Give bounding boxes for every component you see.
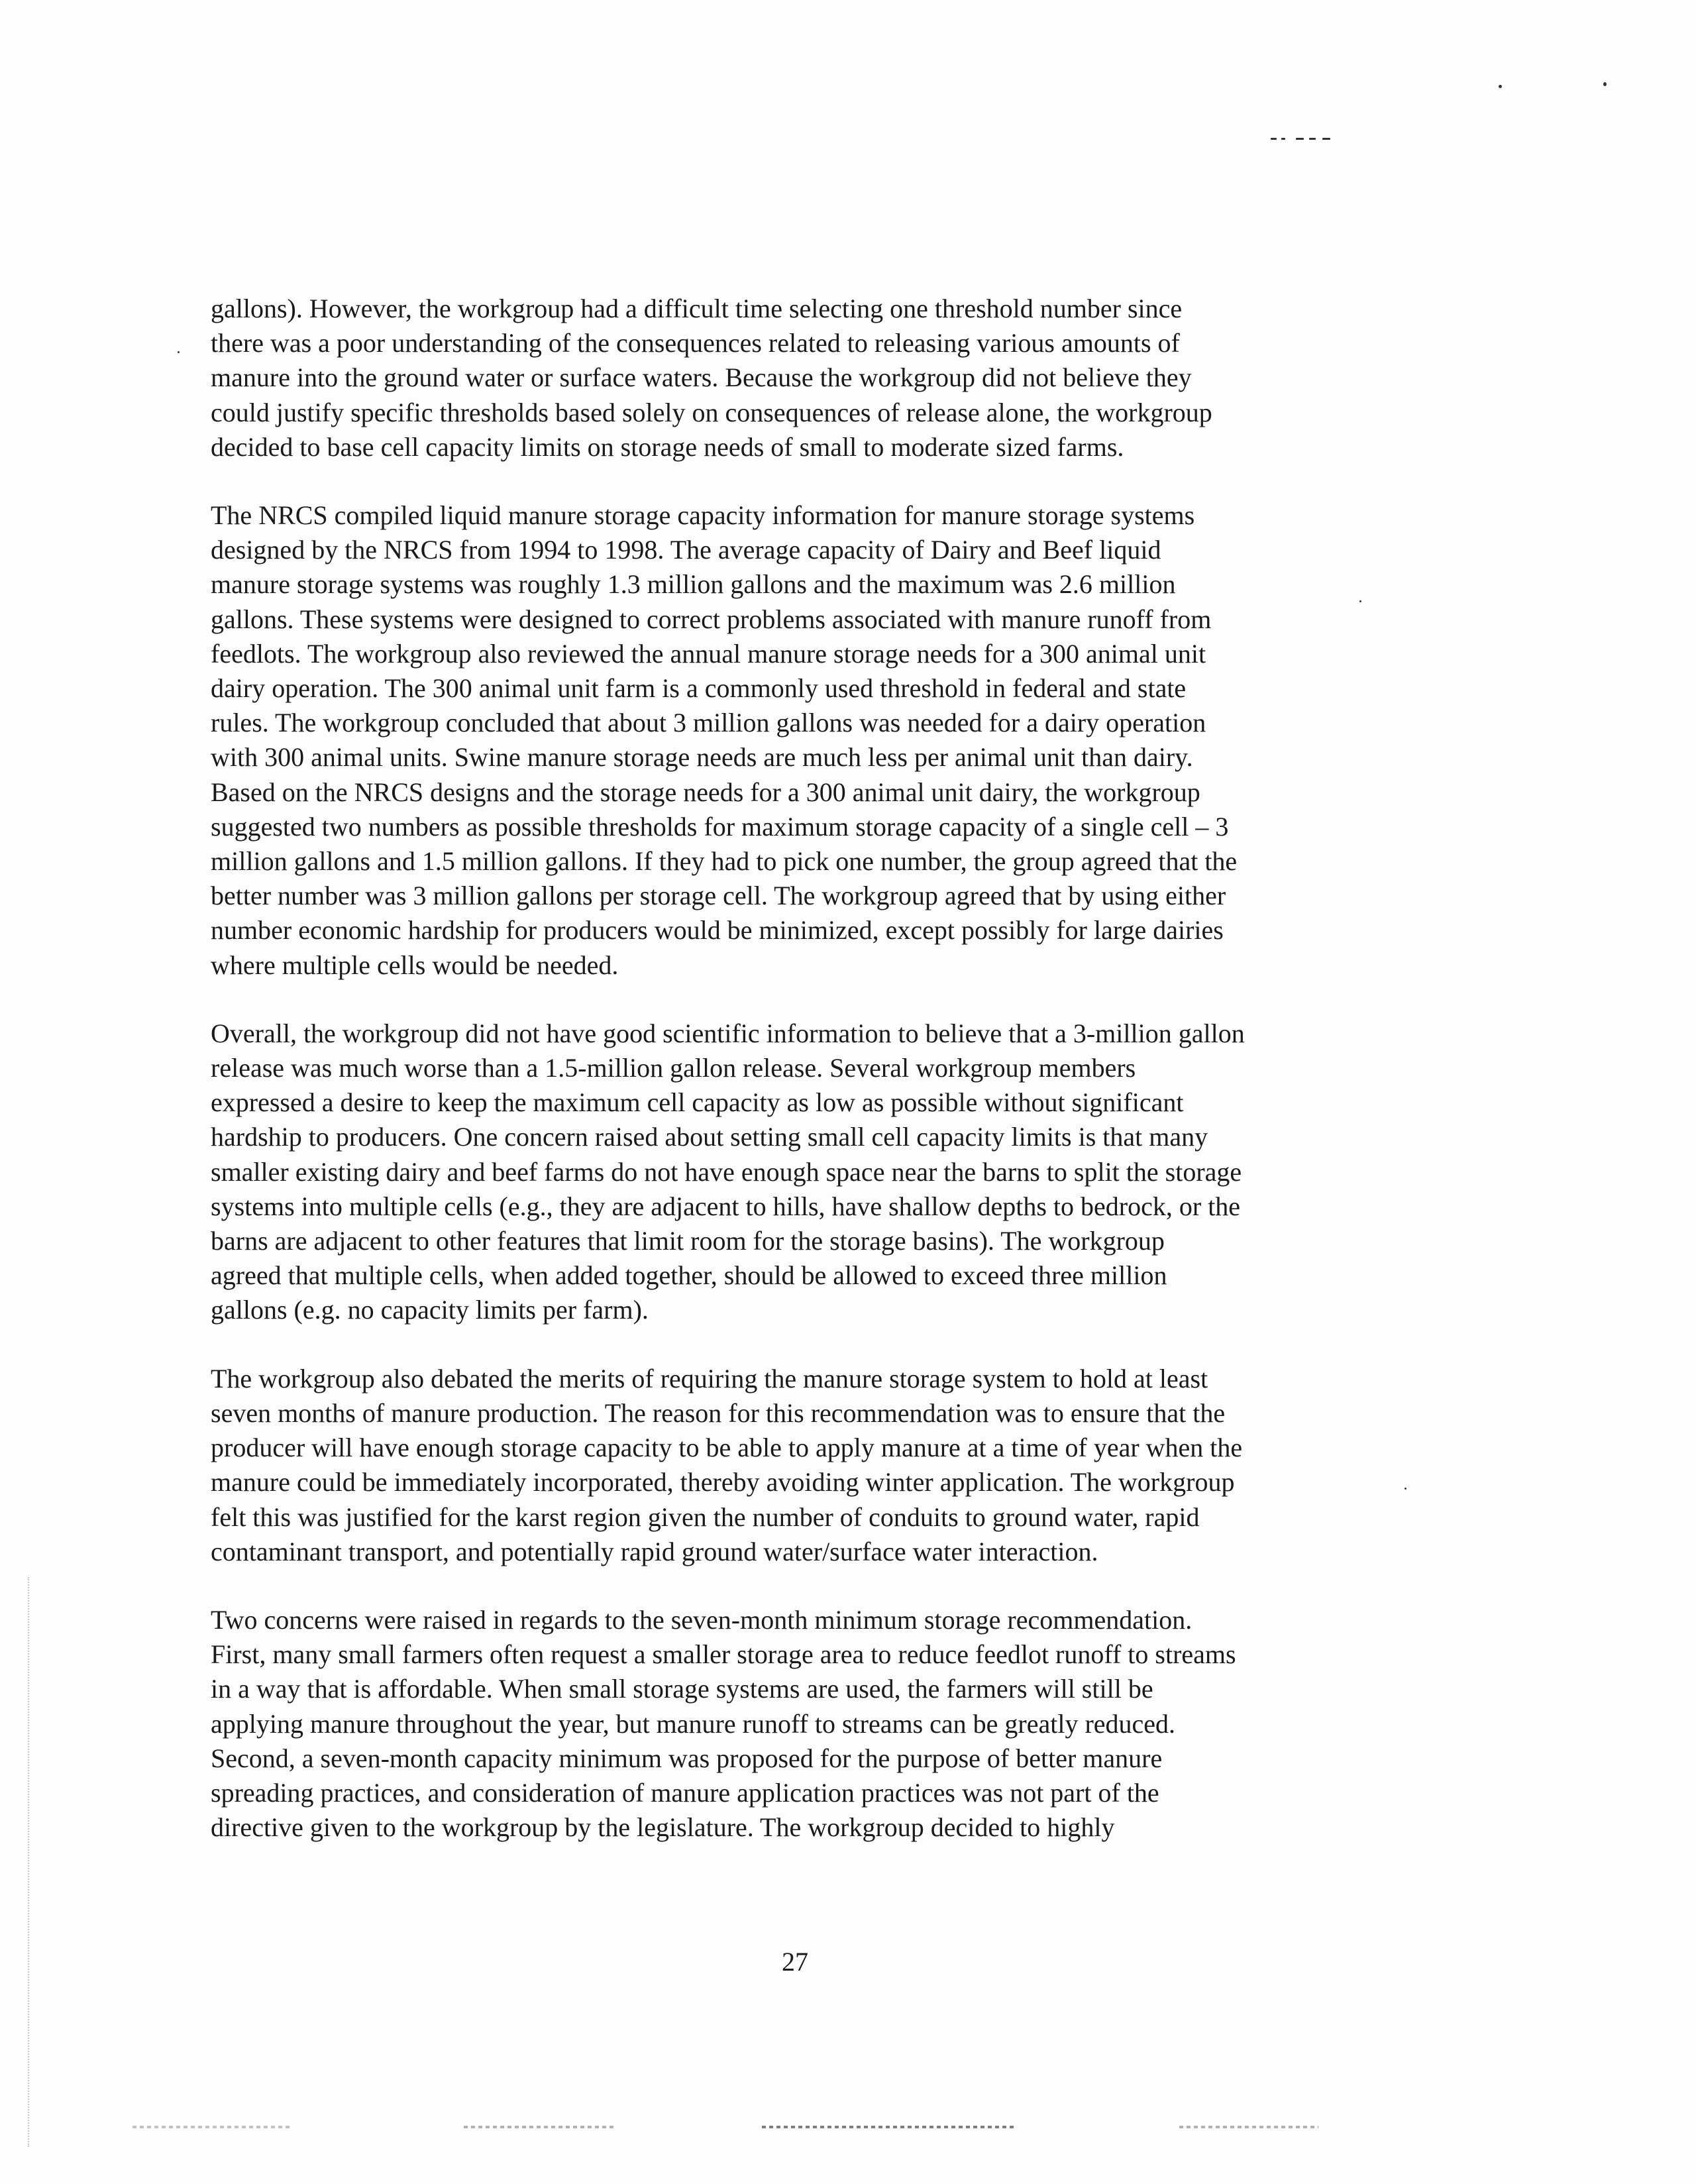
text-line: in a way that is affordable. When small storage systems are used, the farmers will still be — [211, 1674, 1153, 1704]
text-line: producer will have enough storage capacity to be able to apply manure at a time of year when the — [211, 1433, 1243, 1463]
text-line: rules. The workgroup concluded that about 3 million gallons was needed for a dairy operation — [211, 708, 1206, 738]
paragraph — [211, 292, 1377, 464]
scan-edge — [762, 2126, 1014, 2128]
scan-speck — [1603, 82, 1607, 86]
text-line: million gallons and 1.5 million gallons. If they had to pick one number, the group agreed that the — [211, 846, 1238, 877]
text-line: manure storage systems was roughly 1.3 million gallons and the maximum was 2.6 million — [211, 569, 1176, 600]
scan-edge — [464, 2126, 616, 2128]
text-line: where multiple cells would be needed. — [211, 950, 619, 980]
text-line: feedlots. The workgroup also reviewed the annual manure storage needs for a 300 animal unit — [211, 638, 1206, 669]
text-line: The NRCS compiled liquid manure storage capacity information for manure storage systems — [211, 500, 1195, 531]
text-line: First, many small farmers often request a smaller storage area to reduce feedlot runoff to streams — [211, 1639, 1236, 1670]
scan-speck — [1309, 138, 1316, 140]
text-line: decided to base cell capacity limits on storage needs of small to moderate sized farms. — [211, 431, 1124, 462]
scan-edge — [28, 1577, 30, 2147]
paragraph — [211, 1016, 1377, 1328]
text-line: expressed a desire to keep the maximum cell capacity as low as possible without significant — [211, 1087, 1184, 1118]
text-line: dairy operation. The 300 animal unit farm is a commonly used threshold in federal and state — [211, 673, 1187, 704]
text-line: barns are adjacent to other features that limit room for the storage basins). The workgroup — [211, 1226, 1165, 1256]
text-line: suggested two numbers as possible thresholds for maximum storage capacity of a single cell – 3 — [211, 811, 1229, 842]
paragraph — [211, 498, 1377, 983]
page-number: 27 — [782, 1947, 808, 1977]
text-line: designed by the NRCS from 1994 to 1998. The average capacity of Dairy and Beef liquid — [211, 535, 1161, 565]
scan-speck — [1296, 138, 1304, 140]
body-text — [211, 292, 1377, 1879]
text-line: agreed that multiple cells, when added together, should be allowed to exceed three million — [211, 1260, 1167, 1291]
scan-speck — [1322, 138, 1330, 140]
text-line: seven months of manure production. The reason for this recommendation was to ensure that the — [211, 1397, 1226, 1428]
scan-speck — [1271, 138, 1277, 140]
text-line: Two concerns were raised in regards to the seven-month minimum storage recommendation. — [211, 1604, 1192, 1635]
text-line: gallons). However, the workgroup had a difficult time selecting one threshold number since — [211, 294, 1183, 323]
text-line: systems into multiple cells (e.g., they are adjacent to hills, have shallow depths to bedrock, or the — [211, 1191, 1241, 1221]
scan-speck — [178, 351, 180, 353]
text-line: Based on the NRCS designs and the storage needs for a 300 animal unit dairy, the workgroup — [211, 777, 1200, 807]
scan-edge — [1179, 2126, 1318, 2128]
text-line: contaminant transport, and potentially rapid ground water/surface water interaction. — [211, 1536, 1098, 1566]
text-line: gallons (e.g. no capacity limits per farm). — [211, 1295, 649, 1325]
text-line: directive given to the workgroup by the legislature. The workgroup decided to highly — [211, 1812, 1115, 1843]
text-line: Overall, the workgroup did not have good scientific information to believe that a 3-million gallon — [211, 1018, 1245, 1048]
scan-speck — [1404, 1488, 1406, 1490]
scan-speck — [1499, 85, 1502, 88]
text-line: felt this was justified for the karst region given the number of conduits to ground water, rapid — [211, 1502, 1200, 1532]
text-line: The workgroup also debated the merits of requiring the manure storage system to hold at least — [211, 1363, 1208, 1393]
text-line: spreading practices, and consideration of manure application practices was not part of the — [211, 1777, 1159, 1808]
text-line: gallons. These systems were designed to correct problems associated with manure runoff from — [211, 604, 1212, 634]
text-line: release was much worse than a 1.5-million gallon release. Several workgroup members — [211, 1053, 1136, 1083]
scan-speck — [1281, 138, 1285, 140]
text-line: could justify specific thresholds based solely on consequences of release alone, the workgroup — [211, 397, 1212, 427]
text-line: better number was 3 million gallons per storage cell. The workgroup agreed that by using either — [211, 881, 1226, 911]
text-line: manure into the ground water or surface waters. Because the workgroup did not believe they — [211, 362, 1192, 393]
text-line: Second, a seven-month capacity minimum was proposed for the purpose of better manure — [211, 1743, 1163, 1773]
text-line: applying manure throughout the year, but manure runoff to streams can be greatly reduced. — [211, 1708, 1176, 1739]
text-line: hardship to producers. One concern raised about setting small cell capacity limits is that many — [211, 1122, 1208, 1152]
text-line: manure could be immediately incorporated, thereby avoiding winter application. The workgroup — [211, 1467, 1235, 1498]
text-line: number economic hardship for producers would be minimized, except possibly for large dairies — [211, 915, 1224, 946]
text-line: with 300 animal units. Swine manure storage needs are much less per animal unit than dairy. — [211, 742, 1193, 773]
text-line: smaller existing dairy and beef farms do not have enough space near the barns to split the storage — [211, 1156, 1242, 1187]
paragraph — [211, 1362, 1377, 1569]
scan-edge — [132, 2126, 292, 2128]
text-line: there was a poor understanding of the consequences related to releasing various amounts of — [211, 328, 1180, 358]
paragraph — [211, 1603, 1377, 1845]
